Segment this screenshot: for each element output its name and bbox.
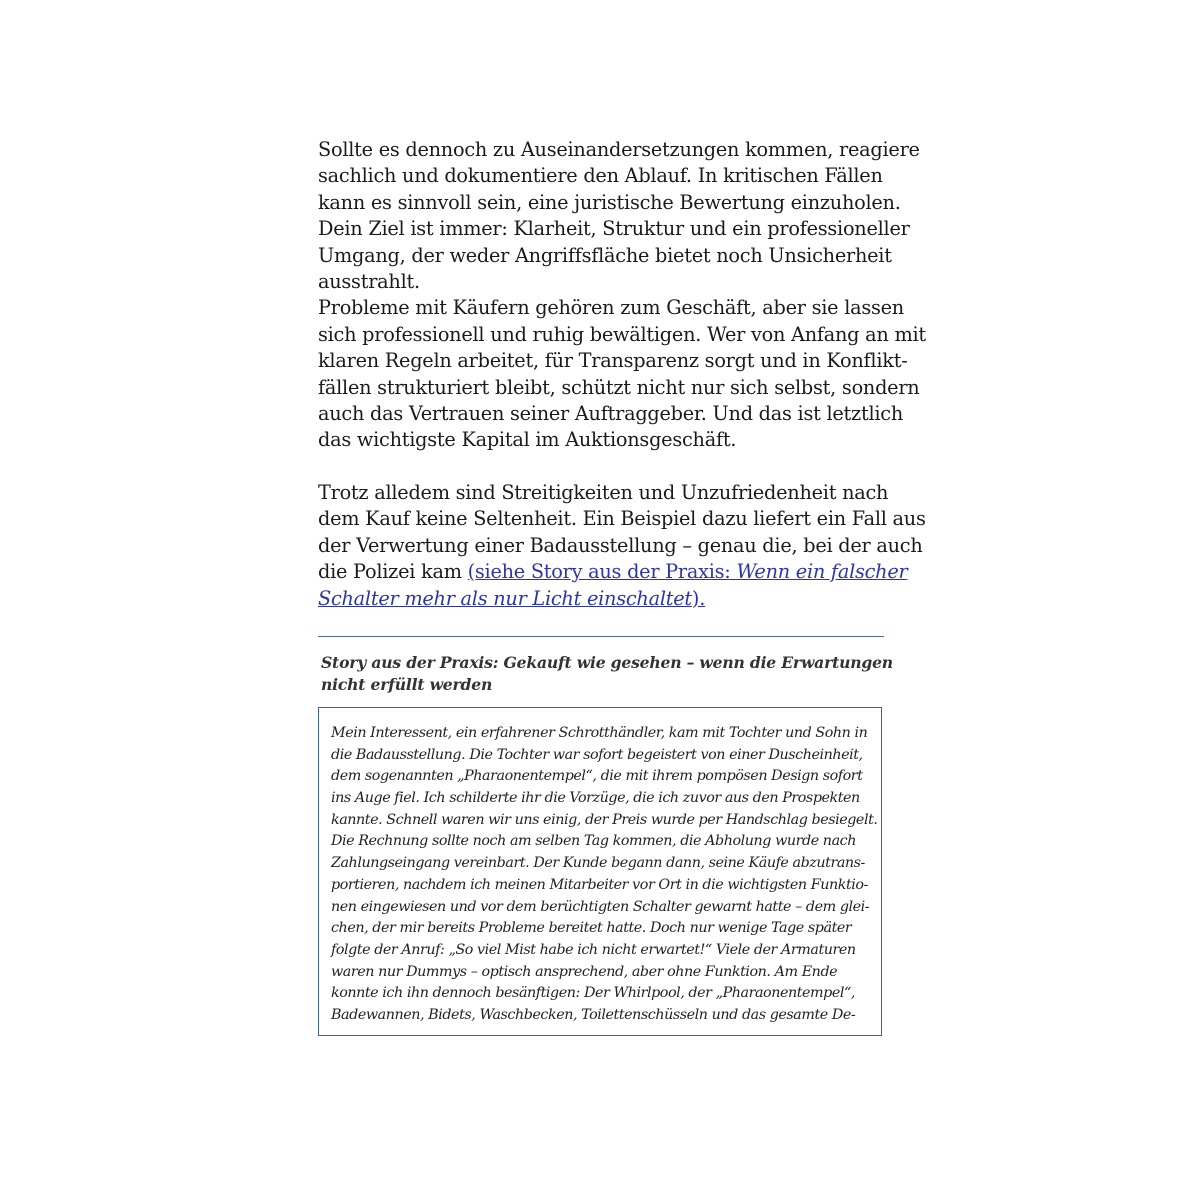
link-italic-text: Wenn ein falscher	[736, 560, 908, 584]
section-divider	[318, 636, 884, 637]
story-box	[318, 707, 882, 1036]
text-line: dem Kauf keine Seltenheit. Ein Beispiel dazu liefert ein Fall aus	[318, 507, 926, 531]
text-fragment: die Polizei kam	[318, 560, 468, 584]
story-cross-reference-link[interactable]	[468, 560, 908, 583]
story-line: waren nur Dummys – optisch ansprechend, aber ohne Funktion. Am Ende	[331, 963, 838, 980]
text-line: Sollte es dennoch zu Auseinandersetzungen kommen, reagiere	[318, 138, 920, 161]
text-line: Probleme mit Käufern gehören zum Geschäft, aber sie lassen	[318, 296, 904, 320]
story-line: konnte ich ihn dennoch besänftigen: Der Whirlpool, der „Pharaonentempel“,	[331, 985, 855, 1002]
paragraph-disputes	[318, 480, 926, 612]
story-line: ins Auge fiel. Ich schilderte ihr die Vorzüge, die ich zuvor aus den Prospekten	[331, 790, 860, 807]
story-line: kannte. Schnell waren wir uns einig, der Preis wurde per Handschlag besiegelt.	[331, 811, 878, 828]
text-line: klaren Regeln arbeitet, für Transparenz sorgt und in Konflikt-	[318, 349, 908, 373]
story-line: Zahlungseingang vereinbart. Der Kunde begann dann, seine Käufe abzutrans-	[331, 855, 865, 872]
link-italic-text: Schalter mehr als nur Licht einschaltet	[318, 586, 692, 610]
text-line-with-link	[318, 559, 908, 585]
story-title	[321, 652, 893, 696]
story-line: Badewannen, Bidets, Waschbecken, Toilettenschüsseln und das gesamte De-	[331, 1007, 856, 1024]
text-line: Trotz alledem sind Streitigkeiten und Unzufriedenheit nach	[318, 480, 889, 504]
link-text: (siehe Story aus der Praxis:	[467, 560, 737, 584]
story-cross-reference-link-continued[interactable]	[318, 587, 705, 610]
link-text: ).	[691, 586, 706, 610]
text-line: Dein Ziel ist immer: Klarheit, Struktur und ein professioneller	[318, 217, 910, 241]
story-line: folgte der Anruf: „So viel Mist habe ich nicht erwartet!“ Viele der Armaturen	[331, 941, 856, 958]
paragraph-conflicts	[318, 137, 920, 295]
text-line: kann es sinnvoll sein, eine juristische Bewertung einzuholen.	[318, 190, 901, 214]
text-line: fällen strukturiert bleibt, schützt nicht nur sich selbst, sondern	[318, 375, 920, 399]
text-line: auch das Vertrauen seiner Auftraggeber. Und das ist letztlich	[318, 402, 903, 426]
story-line: nen eingewiesen und vor dem berüchtigten Schalter gewarnt hatte – dem glei-	[331, 898, 870, 915]
paragraph-spacer	[318, 454, 884, 480]
story-line: Die Rechnung sollte noch am selben Tag kommen, die Abholung wurde nach	[331, 833, 856, 850]
text-line: der Verwertung einer Badausstellung – genau die, bei der auch	[318, 533, 923, 557]
story-line: dem sogenannten „Pharaonentempel“, die mit ihrem pompösen Design sofort	[331, 768, 863, 785]
text-line: ausstrahlt.	[318, 270, 420, 294]
paragraph-buyer-problems	[318, 295, 926, 453]
story-line: chen, der mir bereits Probleme bereitet hatte. Doch nur wenige Tage später	[331, 920, 852, 937]
story-text	[331, 723, 878, 1027]
text-line: sachlich und dokumentiere den Ablauf. In kritischen Fällen	[318, 164, 883, 188]
page-column	[318, 137, 926, 1036]
story-line: portieren, nachdem ich meinen Mitarbeiter vor Ort in die wichtigsten Funktio-	[331, 876, 868, 893]
story-line: die Badausstellung. Die Tochter war sofort begeistert von einer Duscheinheit,	[331, 746, 863, 763]
text-line: das wichtigste Kapital im Auktionsgeschäft.	[318, 428, 737, 452]
story-title-line: Story aus der Praxis: Gekauft wie gesehen – wenn die Erwartungen	[321, 652, 893, 672]
text-line: sich professionell und ruhig bewältigen. Wer von Anfang an mit	[318, 322, 926, 346]
story-title-line: nicht erfüllt werden	[321, 674, 493, 694]
story-line: Mein Interessent, ein erfahrener Schrotthändler, kam mit Tochter und Sohn in	[331, 724, 868, 741]
text-line-link-continued	[318, 586, 884, 612]
text-line: Umgang, der weder Angriffsfläche bietet noch Unsicherheit	[318, 243, 892, 267]
